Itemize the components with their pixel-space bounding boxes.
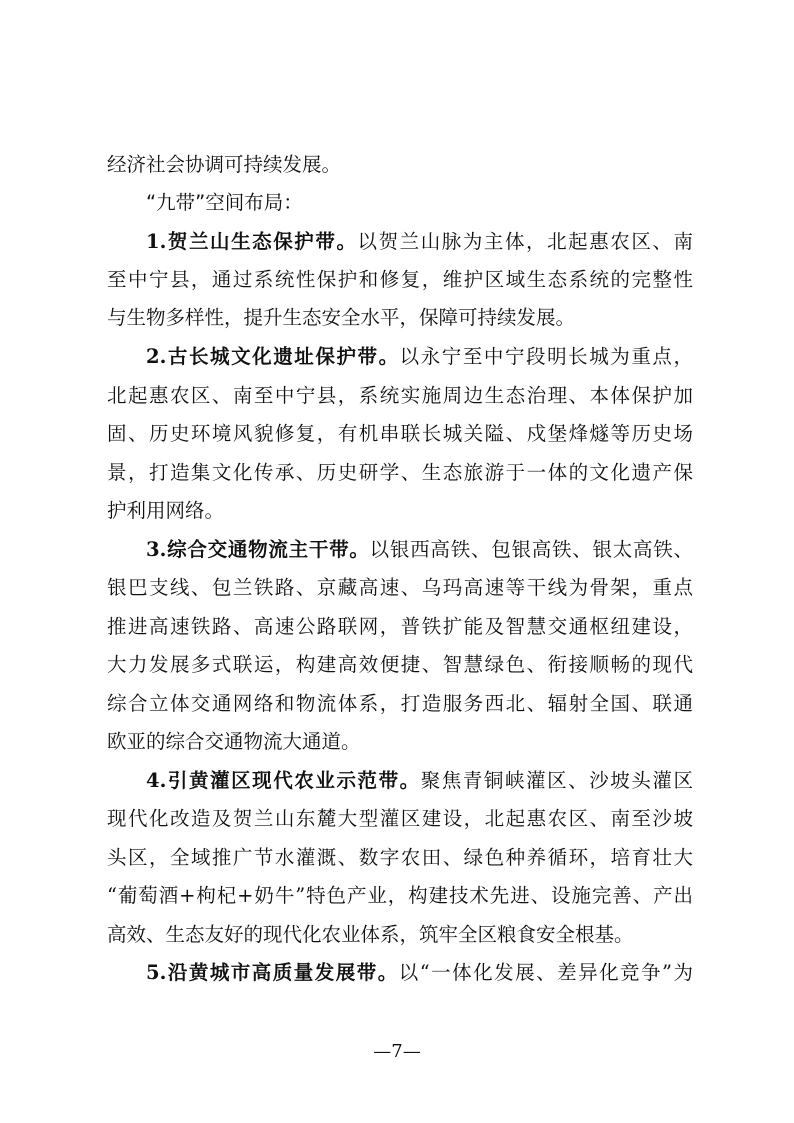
text-line-15: 综合立体交通网络和物流体系，打造服务西北、辐射全国、联通 bbox=[107, 692, 693, 715]
item-3-heading-line bbox=[146, 537, 693, 563]
item-5-text: 以“一体化发展、差异化竞争”为 bbox=[398, 961, 693, 984]
text-line-10: 护利用网络。 bbox=[107, 499, 225, 522]
section-heading: “九带”空间布局： bbox=[146, 191, 303, 214]
text-line-5: 与生物多样性，提升生态安全水平，保障可持续发展。 bbox=[107, 306, 576, 329]
item-2-title: 2.古长城文化遗址保护带。 bbox=[146, 345, 400, 368]
item-5-heading-line bbox=[146, 960, 693, 986]
item-4-heading-line bbox=[146, 768, 693, 794]
item-2-text: 以永宁至中宁段明长城为重点， bbox=[399, 345, 693, 368]
text-line-20: “葡萄酒+枸杞+奶牛”特色产业，构建技术先进、设施完善、产出 bbox=[107, 884, 693, 907]
text-line-12: 银巴支线、包兰铁路、京藏高速、乌玛高速等干线为骨架，重点 bbox=[107, 576, 693, 599]
text-line-7: 北起惠农区、南至中宁县，系统实施周边生态治理、本体保护加 bbox=[107, 384, 693, 407]
item-1-title: 1.贺兰山生态保护带。 bbox=[146, 230, 358, 253]
item-1-heading-line bbox=[146, 229, 693, 255]
item-4-text: 聚焦青铜峡灌区、沙坡头灌区 bbox=[420, 769, 693, 792]
item-3-text: 以银西高铁、包银高铁、银太高铁、 bbox=[369, 538, 693, 561]
item-1-text: 以贺兰山脉为主体，北起惠农区、南 bbox=[357, 230, 693, 253]
text-line-8: 固、历史环境风貌修复，有机串联长城关隘、戍堡烽燧等历史场 bbox=[107, 422, 693, 445]
item-4-title: 4.引黄灌区现代农业示范带。 bbox=[146, 769, 421, 792]
page-number: —7— bbox=[373, 1041, 421, 1062]
text-line-9: 景，打造集文化传承、历史研学、生态旅游于一体的文化遗产保 bbox=[107, 461, 693, 484]
text-line-21: 高效、生态友好的现代化农业体系，筑牢全区粮食安全根基。 bbox=[107, 923, 634, 946]
text-line-19: 头区，全域推广节水灌溉、数字农田、绿色种养循环，培育壮大 bbox=[107, 846, 693, 869]
text-line-18: 现代化改造及贺兰山东麓大型灌区建设，北起惠农区、南至沙坡 bbox=[107, 807, 693, 830]
item-3-title: 3.综合交通物流主干带。 bbox=[146, 538, 370, 561]
text-line-13: 推进高速铁路、高速公路联网，普铁扩能及智慧交通枢纽建设， bbox=[107, 615, 693, 638]
item-2-heading-line bbox=[146, 344, 693, 370]
text-line-16: 欧亚的综合交通物流大通道。 bbox=[107, 730, 361, 753]
text-line-1: 经济社会协调可持续发展。 bbox=[107, 153, 342, 176]
text-line-4: 至中宁县，通过系统性保护和修复，维护区域生态系统的完整性 bbox=[107, 268, 693, 291]
text-line-14: 大力发展多式联运，构建高效便捷、智慧绿色、衔接顺畅的现代 bbox=[107, 653, 693, 676]
item-5-title: 5.沿黄城市高质量发展带。 bbox=[146, 961, 399, 984]
